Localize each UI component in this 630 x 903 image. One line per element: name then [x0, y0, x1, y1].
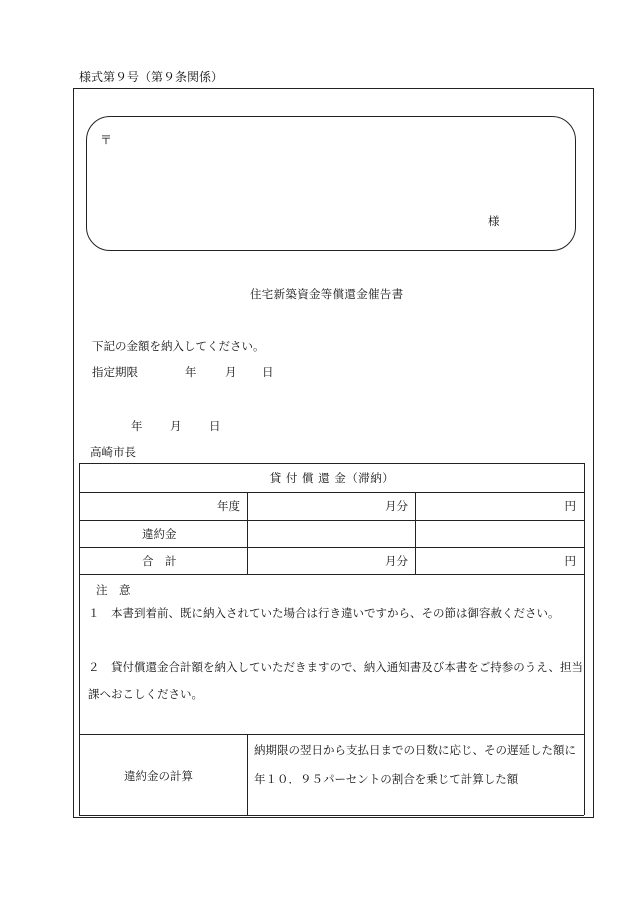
- notes-heading: 注 意: [96, 583, 131, 597]
- address-box: [86, 116, 576, 251]
- row3-total-label: 合 計: [142, 554, 177, 568]
- table-line: [79, 574, 584, 575]
- deadline-label: 指定期限: [92, 365, 138, 379]
- note-item-2: ２ 貸付償還金合計額を納入していただきますので、納入通知書及び本書をご持参のうえ、担当課へおこしください。: [88, 660, 583, 701]
- issuer-name: 高崎市長: [90, 445, 136, 459]
- table-top-line: [79, 463, 584, 464]
- issue-year: 年: [131, 419, 143, 433]
- table-line: [79, 734, 584, 735]
- table-left-line: [79, 463, 80, 815]
- table-line: [79, 492, 584, 493]
- note-item-1: １ 本書到着前、既に納入されていた場合は行き違いですから、その節は御容赦ください。: [88, 606, 560, 620]
- row1-months: 月分: [385, 499, 408, 513]
- row1-yen: 円: [564, 499, 576, 513]
- deadline-month: 月: [225, 365, 237, 379]
- issue-day: 日: [209, 419, 221, 433]
- payment-instruction: 下記の金額を納入してください。: [92, 339, 265, 353]
- honorific-sama: 様: [488, 214, 500, 228]
- table-bottom-line: [79, 815, 584, 816]
- issue-month: 月: [170, 419, 182, 433]
- deadline-day: 日: [262, 365, 274, 379]
- table-line: [79, 547, 584, 548]
- postal-mark: 〒: [100, 133, 113, 147]
- penalty-calc-label: 違約金の計算: [124, 769, 193, 783]
- row3-yen: 円: [564, 554, 576, 568]
- deadline-year: 年: [185, 365, 197, 379]
- row2-penalty-label: 違約金: [142, 527, 177, 541]
- table-col-divider: [247, 734, 248, 815]
- row1-fiscal-year: 年度: [217, 499, 240, 513]
- document-title: 住宅新築資金等償還金催告書: [250, 287, 404, 301]
- row3-months: 月分: [385, 554, 408, 568]
- penalty-calc-text: 納期限の翌日から支払日までの日数に応じ、その遅延した額に年１０．９５パーセントの割合を乗じて計算した額: [254, 743, 576, 786]
- table-line: [79, 520, 584, 521]
- table-right-line: [584, 463, 585, 815]
- table-title: 貸 付 償 還 金（滞納）: [269, 471, 395, 485]
- form-number-label: 様式第９号（第９条関係）: [79, 70, 224, 84]
